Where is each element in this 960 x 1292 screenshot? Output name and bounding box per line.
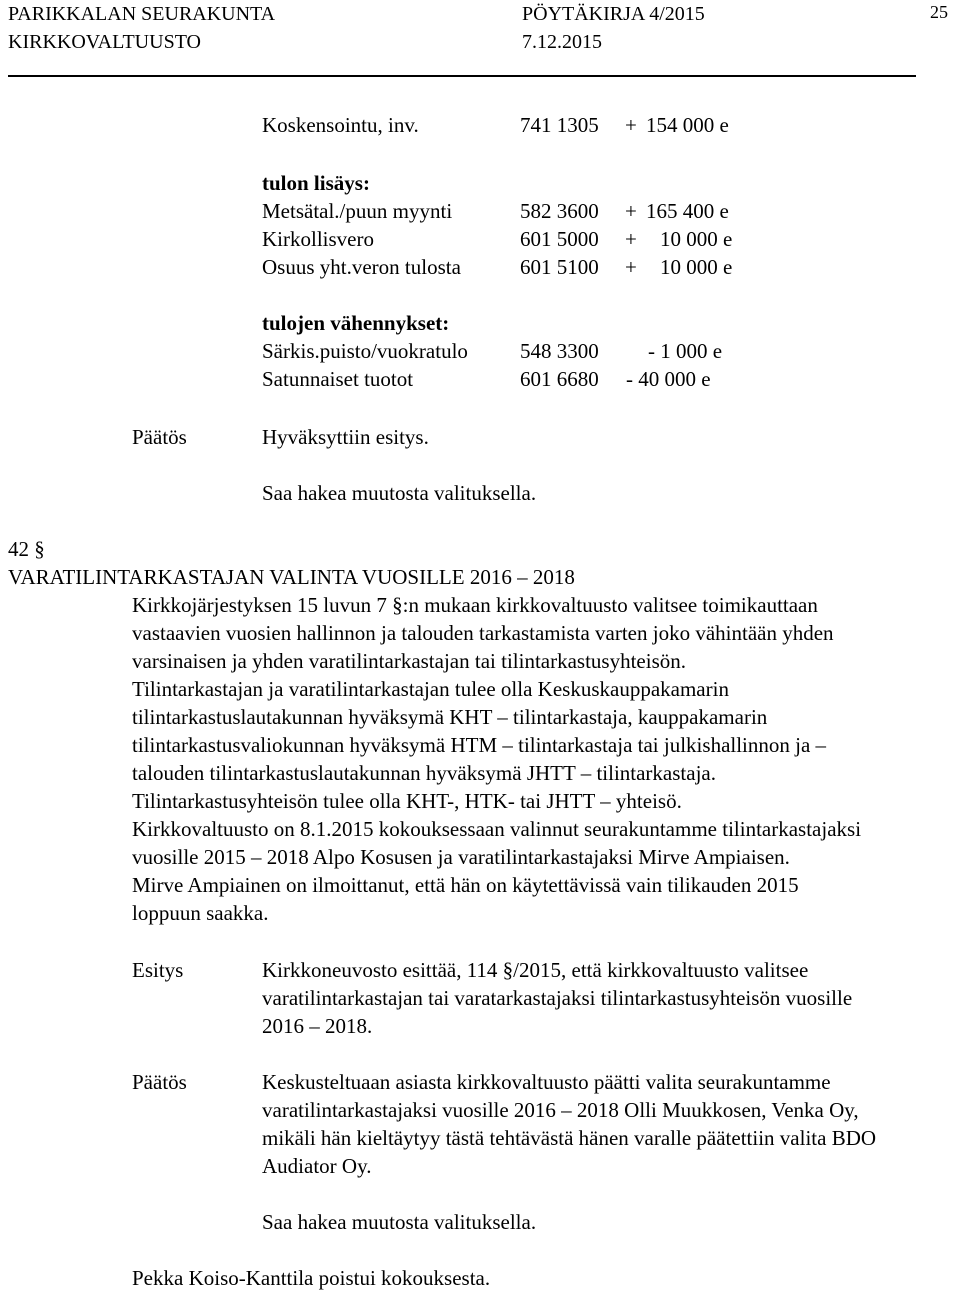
body-line: vastaavien vuosien hallinnon ja talouden tarkastamista varten joko vähintään yhden [132,621,834,645]
proposal-label: Esitys [132,958,184,982]
decision-line: varatilintarkastajaksi vuosille 2016 – 2018 Olli Muukkosen, Venka Oy, [262,1098,859,1122]
body-line: talouden tilintarkastuslautakunnan hyväksymä JHTT – tilintarkastaja. [132,761,716,785]
decrease-heading: tulojen vähennykset: [262,311,450,335]
budget-item-amount: - 40 000 e [626,367,711,391]
header-organization: PARIKKALAN SEURAKUNTA [8,3,276,25]
section-body [132,591,861,927]
decision-text [262,1068,876,1180]
budget-item-name: Särkis.puisto/vuokratulo [262,339,468,363]
body-line: loppuun saakka. [132,901,269,925]
page-number: 25 [930,2,948,22]
budget-item-name: Satunnaiset tuotot [262,367,414,391]
budget-item-sign: + [625,113,637,137]
decision-line: mikäli hän kieltäytyy tästä tehtävästä hänen varalle päätettiin valita BDO [262,1126,877,1150]
header-divider [8,75,916,77]
decision-text: Hyväksyttiin esitys. [262,425,429,449]
budget-item-sign: + [625,255,637,279]
budget-item-account: 582 3600 [520,199,599,223]
budget-item-amount: 10 000 e [660,255,733,279]
budget-item-amount: 165 400 e [646,199,729,223]
body-line: Tilintarkastajan ja varatilintarkastajan tulee olla Keskuskauppakamarin [132,677,729,701]
budget-item-name: Metsätal./puun myynti [262,199,453,223]
meeting-note: Pekka Koiso-Kanttila poistui kokouksesta. [132,1266,491,1290]
decision-label: Päätös [132,1070,187,1094]
header-body: KIRKKOVALTUUSTO [8,31,201,53]
budget-item-name: Osuus yht.veron tulosta [262,255,461,279]
proposal-line: 2016 – 2018. [262,1014,373,1038]
budget-item-account: 601 5100 [520,255,599,279]
decision-line: Audiator Oy. [262,1154,372,1178]
section-number: 42 § [8,537,45,561]
budget-item-name: Koskensointu, inv. [262,113,419,137]
budget-item-account: 548 3300 [520,339,599,363]
budget-item-sign: + [625,227,637,251]
body-line: tilintarkastuslautakunnan hyväksymä KHT – tilintarkastaja, kauppakamarin [132,705,768,729]
proposal-text [262,956,852,1040]
proposal-line: varatilintarkastajan tai varatarkastajaksi tilintarkastusyhteisön vuosille [262,986,853,1010]
section-title: VARATILINTARKASTAJAN VALINTA VUOSILLE 2016 – 2018 [8,565,575,589]
body-line: varsinaisen ja yhden varatilintarkastajan tai tilintarkastusyhteisön. [132,649,687,673]
body-line: Kirkkovaltuusto on 8.1.2015 kokouksessaan valinnut seurakuntamme tilintarkastajaksi [132,817,862,841]
body-line: Tilintarkastusyhteisön tulee olla KHT-, HTK- tai JHTT – yhteisö. [132,789,682,813]
appeal-note: Saa hakea muutosta valituksella. [262,481,537,505]
body-line: tilintarkastusvaliokunnan hyväksymä HTM – tilintarkastaja tai julkishallinnon ja – [132,733,827,757]
body-line: Kirkkojärjestyksen 15 luvun 7 §:n mukaan kirkkovaltuusto valitsee toimikauttaan [132,593,818,617]
budget-item-amount: 10 000 e [660,227,733,251]
header-date: 7.12.2015 [522,31,602,53]
budget-item-amount: 154 000 e [646,113,729,137]
budget-item-sign: + [625,199,637,223]
decision-label: Päätös [132,425,187,449]
header-document: PÖYTÄKIRJA 4/2015 [522,3,705,25]
body-line: vuosille 2015 – 2018 Alpo Kosusen ja varatilintarkastajaksi Mirve Ampiaisen. [132,845,790,869]
income-heading: tulon lisäys: [262,171,370,195]
proposal-line: Kirkkoneuvosto esittää, 114 §/2015, että kirkkovaltuusto valitsee [262,958,809,982]
appeal-note: Saa hakea muutosta valituksella. [262,1210,537,1234]
budget-item-amount: - 1 000 e [648,339,723,363]
decision-line: Keskusteltuaan asiasta kirkkovaltuusto päätti valita seurakuntamme [262,1070,831,1094]
budget-item-account: 601 6680 [520,367,599,391]
budget-item-account: 601 5000 [520,227,599,251]
budget-item-account: 741 1305 [520,113,599,137]
body-line: Mirve Ampiainen on ilmoittanut, että hän on käytettävissä vain tilikauden 2015 [132,873,799,897]
budget-item-name: Kirkollisvero [262,227,374,251]
